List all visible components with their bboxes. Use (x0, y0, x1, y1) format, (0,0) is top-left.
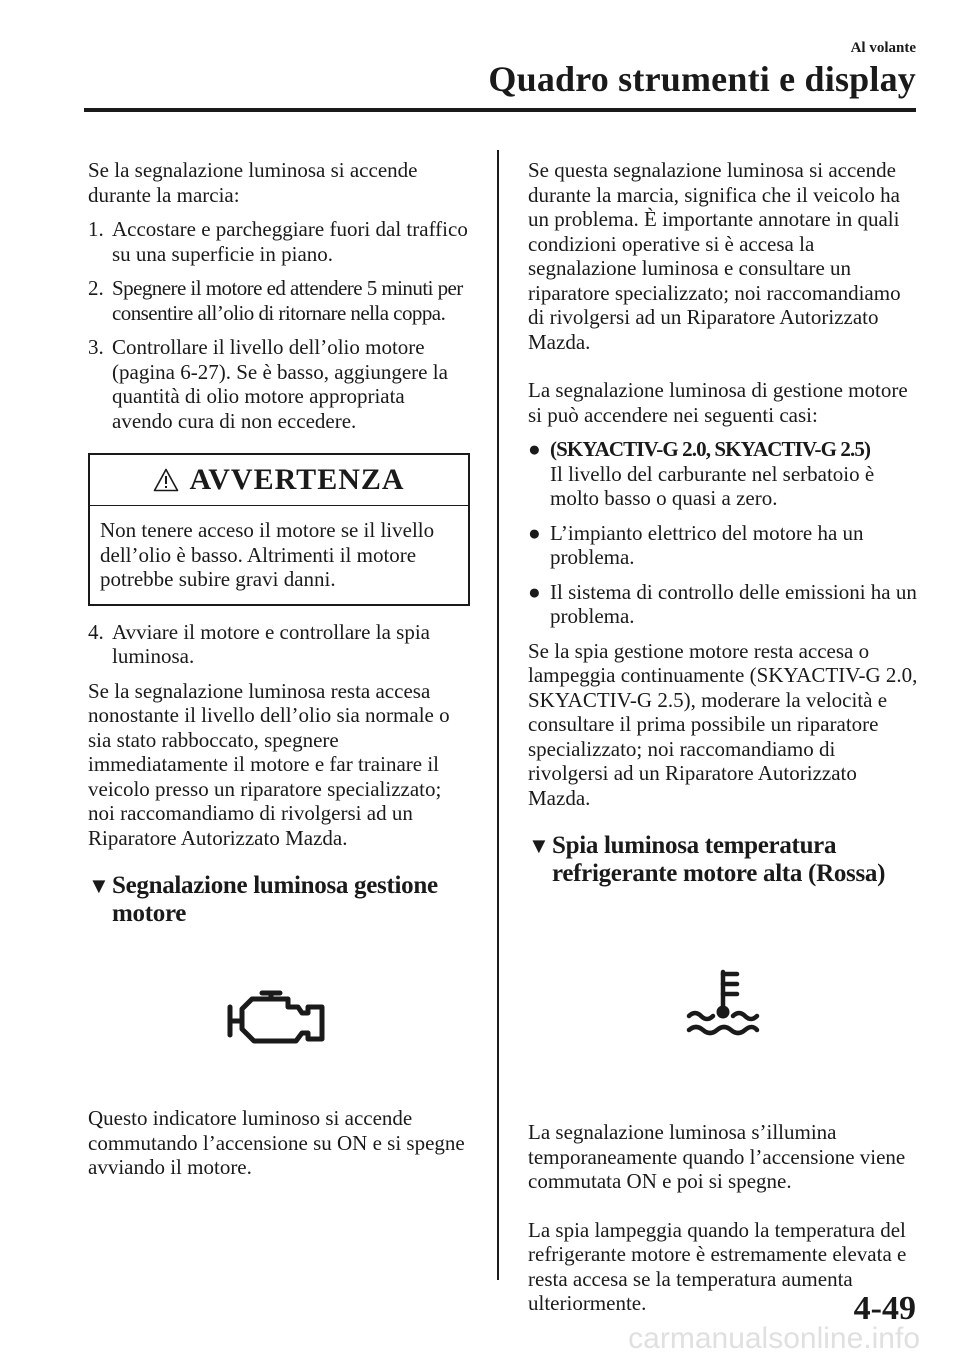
warning-text: Non tenere acceso il motore se il livello dell’olio è basso. Altrimenti il motore potrebbe subire gravi danni. (100, 518, 435, 591)
body-paragraph: Questo indicatore luminoso si accende commutando l’accensione su ON e si spegne avviando il motore. (88, 1106, 465, 1179)
bullet-text: Il sistema di controllo delle emissioni ha un problema. (550, 579, 917, 628)
intro-paragraph: Se la segnalazione luminosa si accende durante la marcia: (88, 158, 418, 207)
body-paragraph: La segnalazione luminosa di gestione motore si può accendere nei seguenti casi: (528, 378, 908, 427)
bullet-text: Il livello del carburante nel serbatoio è molto basso o quasi a zero. (550, 461, 875, 510)
heading-text: Spia luminosa temperatura refrigerante motore alta (Rossa) (552, 832, 886, 887)
list-item (88, 335, 470, 433)
heading-text: Segnalazione luminosa gestione motore (112, 872, 438, 927)
check-engine-icon-box (88, 928, 470, 1106)
section-heading-engine (88, 872, 470, 928)
list-item (88, 620, 470, 669)
bullet-list (528, 437, 918, 629)
list-item (88, 217, 470, 266)
body-paragraph: Se la spia gestione motore resta accesa o lampeggia continuamente (SKYACTIV-G 2.0, SKYACTIV-G 2.5), moderare la velocità e consultare il prima possibile un riparatore specializzato; noi raccomandiamo di rivolgersi ad un Riparatore Autorizzato Mazda. (528, 638, 918, 810)
step-text: Avviare il motore e controllare la spia luminosa. (112, 619, 430, 668)
bullet-icon: ● (528, 520, 541, 545)
step-text: Accostare e parcheggiare fuori dal traffico su una superficie in piano. (112, 217, 468, 266)
body-paragraph: Se questa segnalazione luminosa si accende durante la marcia, significa che il veicolo ha un problema. È importante annotare in quali condizioni operative si è accesa la segnalazione luminosa e consultare un riparatore specializzato; noi raccomandiamo di rivolgersi ad un Riparatore Autorizzato Mazda. (528, 158, 901, 354)
header-rule (84, 108, 916, 112)
heading-marker-icon: ▼ (88, 873, 110, 898)
right-column (528, 158, 918, 1326)
step-number: 2. (88, 276, 104, 300)
bullet-icon: ● (528, 579, 541, 604)
body-paragraph: La spia lampeggia quando la temperatura del refrigerante motore è estremamente elevata e resta accesa se la temperatura aumenta ulteriormente. (528, 1217, 907, 1315)
list-item (528, 580, 918, 629)
step-text: Controllare il livello dell’olio motore (pagina 6-27). Se è basso, aggiungere la quantità di olio motore appropriata avendo cura di non eccedere. (112, 335, 448, 433)
coolant-temperature-icon (685, 966, 761, 1042)
steps-list-continued (88, 620, 470, 669)
coolant-temperature-icon-box (528, 888, 918, 1120)
body-paragraph: Se la segnalazione luminosa resta accesa nonostante il livello dell’olio sia normale o sia stato rabboccato, spegnere immediatamente il motore e far trainare il veicolo presso un riparatore specializzato; noi raccomandiamo di rivolgersi ad un Riparatore Autorizzato Mazda. (88, 678, 450, 850)
bullet-bold-label: (SKYACTIV-G 2.0, SKYACTIV-G 2.5) (550, 437, 871, 461)
bullet-icon: ● (528, 437, 541, 461)
warning-header (90, 455, 468, 506)
warning-title: AVVERTENZA (189, 462, 405, 496)
list-item (528, 437, 918, 511)
list-item (88, 276, 470, 325)
step-text: Spegnere il motore ed attendere 5 minuti per consentire all’olio di ritornare nella coppa. (112, 276, 463, 325)
check-engine-icon (224, 987, 334, 1047)
page-title: Quadro strumenti e display (488, 59, 916, 99)
body-paragraph: La segnalazione luminosa s’illumina temporaneamente quando l’accensione viene commutata ON e poi si spegne. (528, 1120, 906, 1193)
page-number: 4-49 (853, 1290, 916, 1327)
list-item (528, 521, 918, 570)
column-divider (497, 150, 499, 1280)
left-column (88, 158, 470, 1190)
warning-box (88, 453, 470, 606)
bullet-text: L’impianto elettrico del motore ha un problema. (550, 520, 864, 569)
step-number: 4. (88, 619, 104, 644)
watermark: carmanualsonline.info (628, 1322, 920, 1355)
section-heading-coolant (528, 832, 918, 888)
section-label: Al volante (850, 40, 916, 56)
warning-icon (153, 468, 179, 492)
step-number: 1. (88, 217, 104, 241)
steps-list (88, 217, 470, 433)
step-number: 3. (88, 335, 104, 359)
heading-marker-icon: ▼ (528, 833, 550, 858)
